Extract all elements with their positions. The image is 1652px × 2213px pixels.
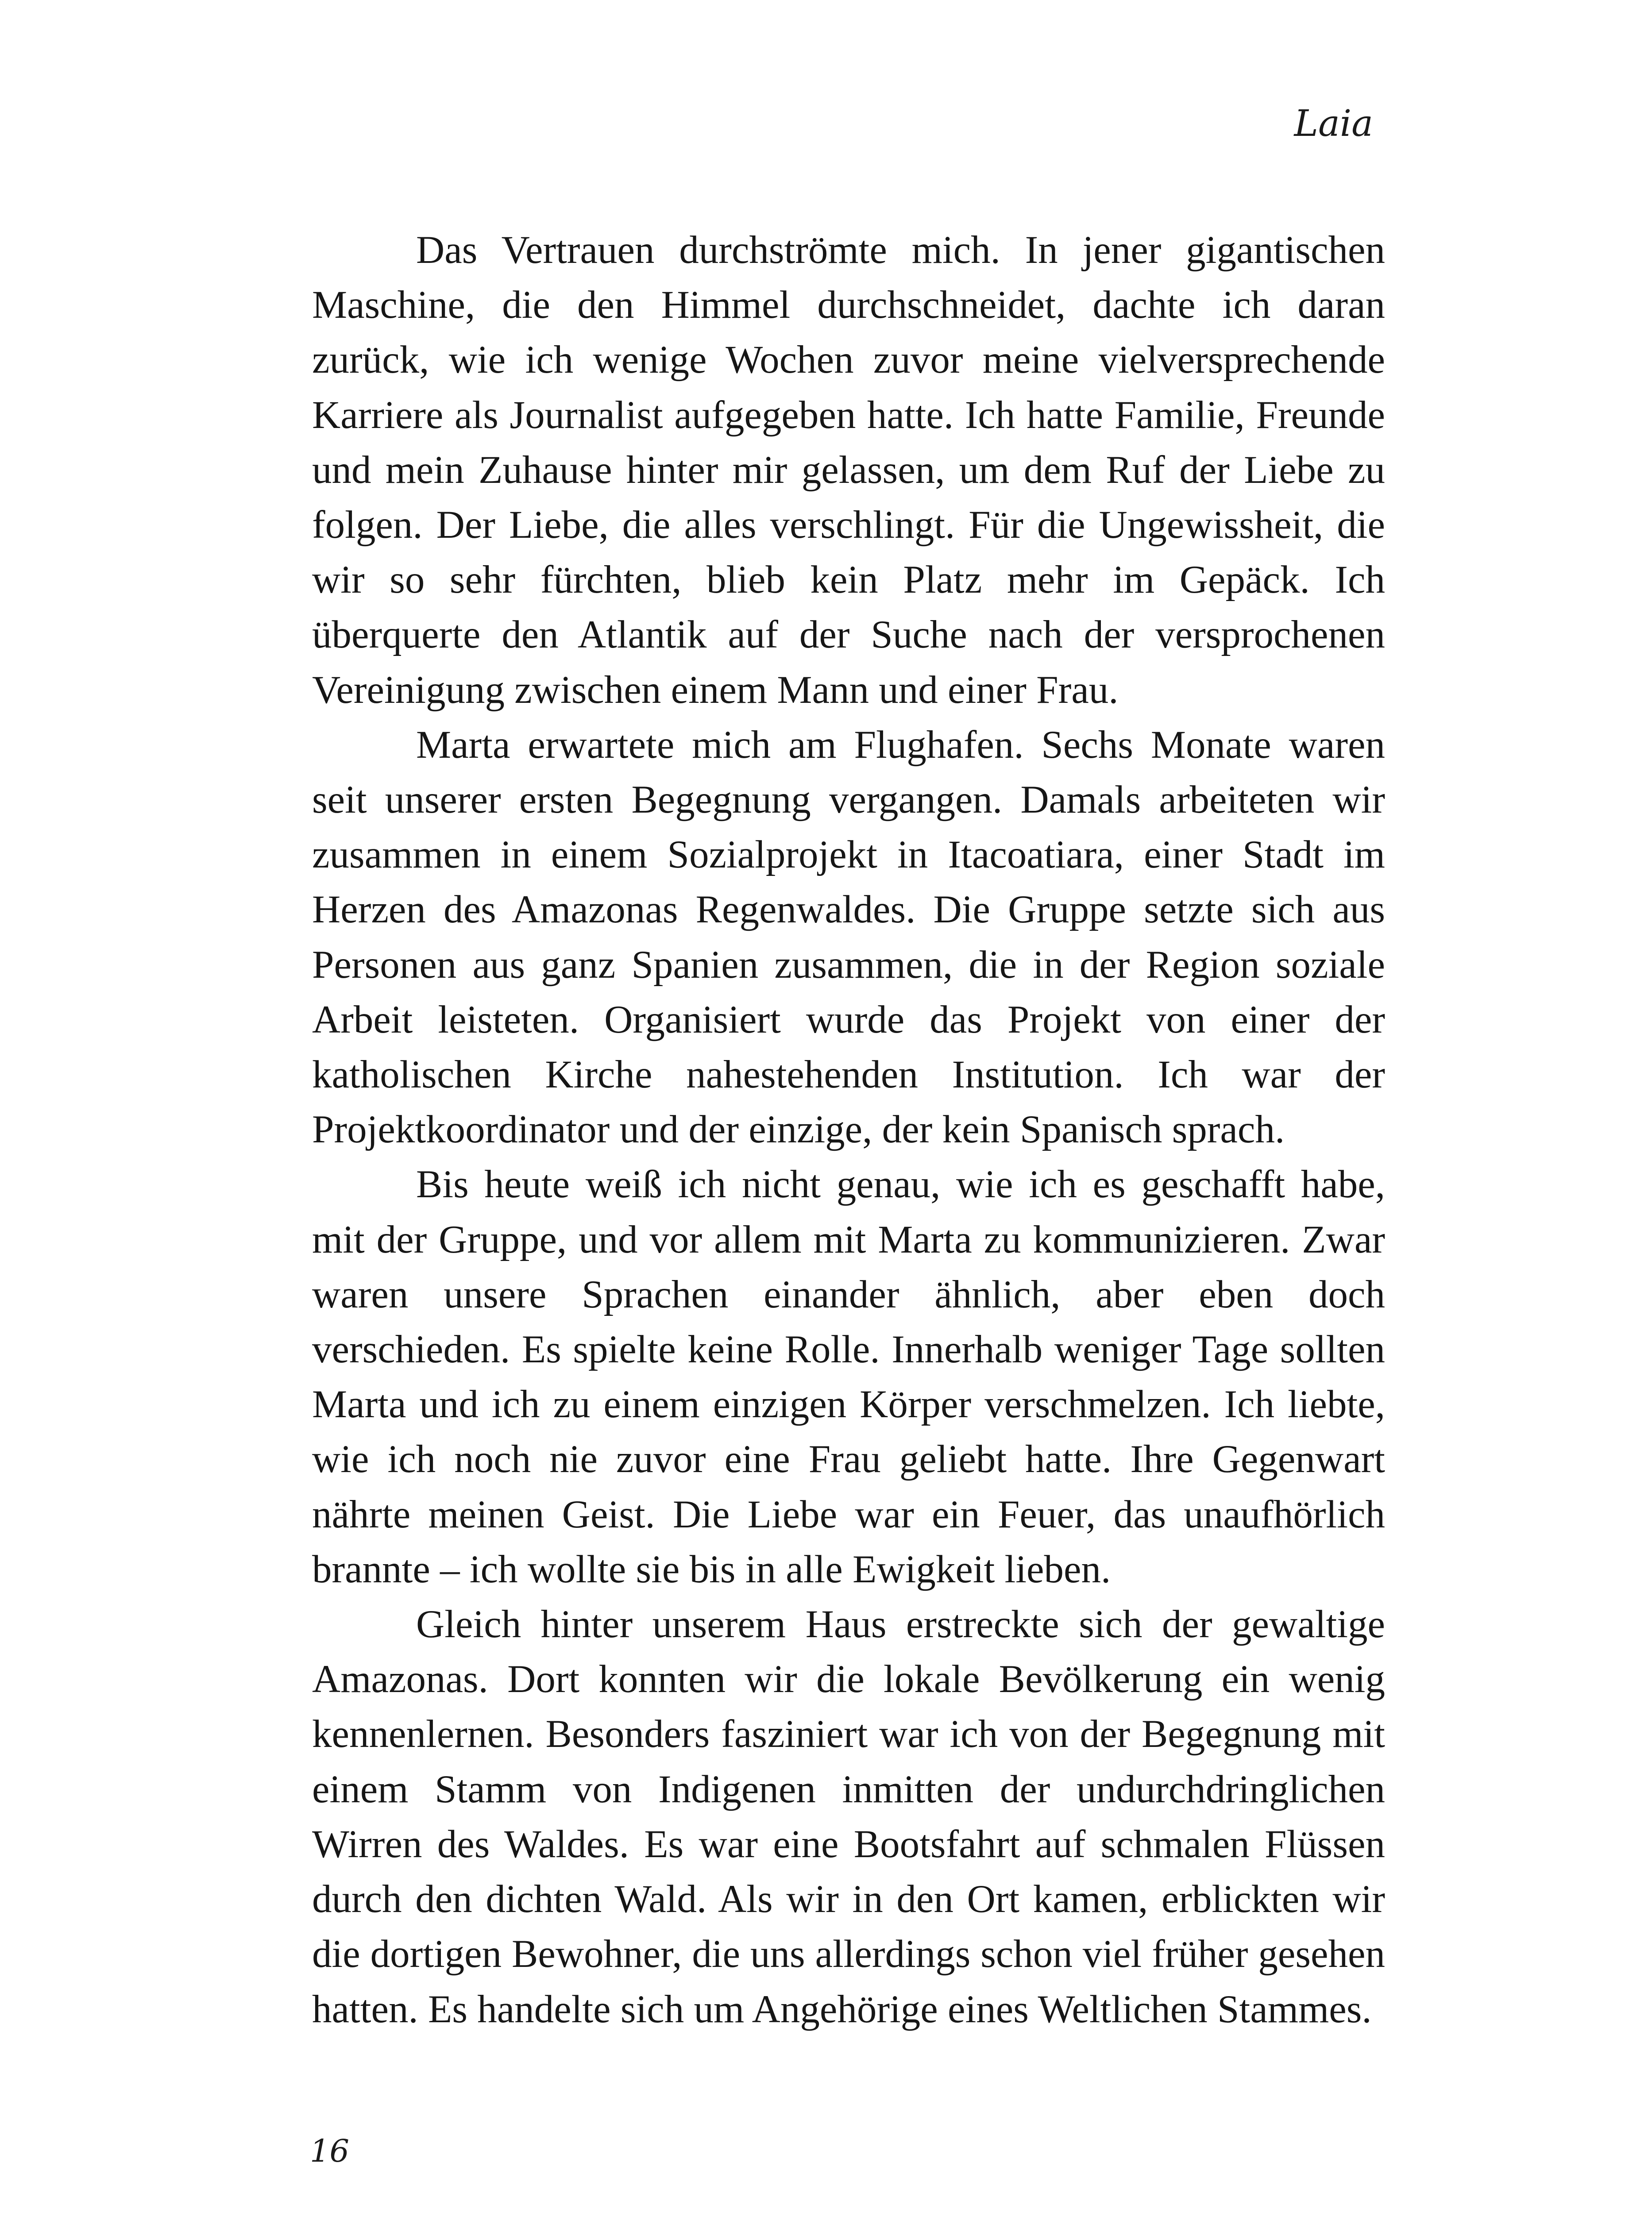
paragraph: Gleich hinter unserem Haus erstreckte sich der gewaltige Amazonas. Dort konnten wir die lokale Bevölkerung ein wenig kennenlernen. Besonders fasziniert war ich von der Begegnung mit einem Stamm von Indigenen inmitten der undurchdringlichen Wirren des Waldes. Es war eine Bootsfahrt auf schmalen Flüssen durch den dichten Wald. Als wir in den Ort kamen, erblickten wir die dortigen Bewohner, die uns allerdings schon viel früher gesehen hatten. Es handelte sich um Angehörige eines Weltlichen Stammes.	[312, 1603, 1385, 2031]
body-text	[312, 223, 1385, 2037]
paragraph: Marta erwartete mich am Flughafen. Sechs Monate waren seit unserer ersten Begegnung vergangen. Damals arbeiteten wir zusammen in einem Sozialprojekt in Itacoatiara, einer Stadt im Herzen des Amazonas Regenwaldes. Die Gruppe setzte sich aus Personen aus ganz Spanien zusammen, die in der Region soziale Arbeit leisteten. Organisiert wurde das Projekt von einer der katholischen Kirche nahestehenden Institution. Ich war der Projektkoordinator und der einzige, der kein Spanisch sprach.	[312, 723, 1385, 1152]
paragraph: Das Vertrauen durchströmte mich. In jener gigantischen Maschine, die den Himmel durchschneidet, dachte ich daran zurück, wie ich wenige Wochen zuvor meine vielversprechende Karriere als Journalist aufgegeben hatte. Ich hatte Familie, Freunde und mein Zuhause hinter mir gelassen, um dem Ruf der Liebe zu folgen. Der Liebe, die alles verschlingt. Für die Ungewissheit, die wir so sehr fürchten, blieb kein Platz mehr im Gepäck. Ich überquerte den Atlantik auf der Suche nach der versprochenen Vereinigung zwischen einem Mann und einer Frau.	[312, 228, 1385, 712]
running-head: Laia	[1294, 103, 1373, 145]
paragraph: Bis heute weiß ich nicht genau, wie ich es geschafft habe, mit der Gruppe, und vor allem mit Marta zu kommunizieren. Zwar waren unsere Sprachen einander ähnlich, aber eben doch verschieden. Es spielte keine Rolle. Innerhalb weniger Tage sollten Marta und ich zu einem einzigen Körper verschmelzen. Ich liebte, wie ich noch nie zuvor eine Frau geliebt hatte. Ihre Gegenwart nährte meinen Geist. Die Liebe war ein Feuer, das unaufhörlich brannte – ich wollte sie bis in alle Ewigkeit lieben.	[312, 1163, 1385, 1591]
page-number: 16	[310, 2133, 350, 2169]
